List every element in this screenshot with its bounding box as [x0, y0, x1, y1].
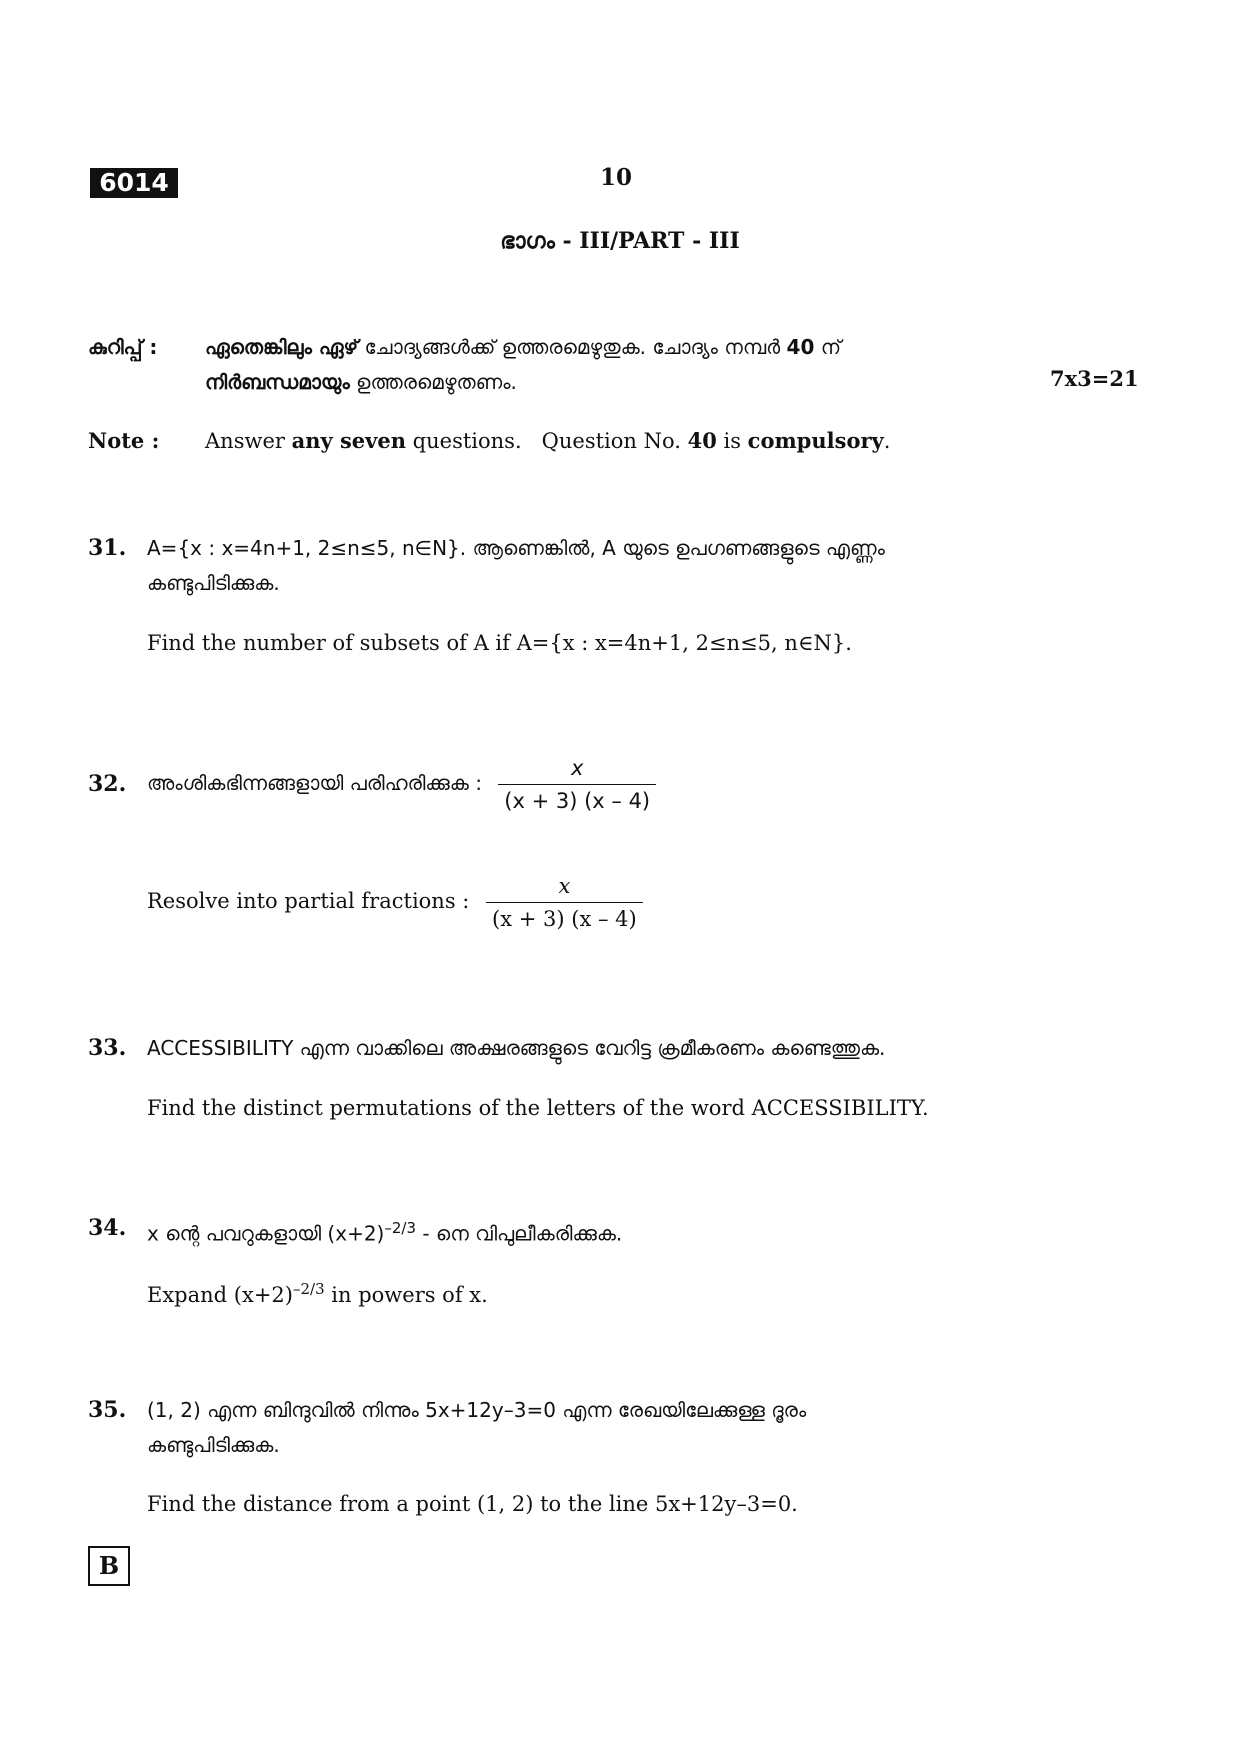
en-note-label: Note :: [88, 428, 160, 453]
part-title: ഭാഗം - III/PART - III: [500, 228, 740, 254]
question-32-fraction-ml: $\frac{x}{(x + 3) (x - 4)}$: [498, 752, 656, 817]
ml-note-label: കുറിപ്പ് :: [88, 335, 158, 359]
question-34-ml: x ന്റെ പവറുകളായി $(x+2)^{-2/3}$ - നെ വിപുലീകരിക്കുക.: [147, 1219, 623, 1246]
page-number: 10: [600, 164, 633, 191]
question-32-en: Resolve into partial fractions : $\frac{x}{(x + 3) (x - 4)}$: [147, 870, 643, 935]
question-31-number: 31.: [88, 535, 127, 561]
en-note-text: Answer any seven questions. Question No. 40 is compulsory.: [205, 428, 891, 453]
marks-scheme: 7x3=21: [1050, 366, 1139, 391]
question-33-ml: ACCESSIBILITY എന്ന വാക്കിലെ അക്ഷരങ്ങളുടെ വേറിട്ട ക്രമീകരണം കണ്ടെത്തുക.: [147, 1036, 886, 1060]
question-35-ml-line2: കണ്ടുപിടിക്കുക.: [147, 1433, 280, 1457]
ml-note-line1: ഏതെങ്കിലും ഏഴ് ചോദ്യങ്ങൾക്ക് ഉത്തരമെഴുതുക. ചോദ്യം നമ്പർ 40 ന്: [205, 335, 842, 359]
question-35-number: 35.: [88, 1397, 127, 1423]
question-32-fraction-en: $\frac{x}{(x + 3) (x - 4)}$: [486, 870, 643, 935]
question-31-en: Find the number of subsets of A if A={x : x=4n+1, 2≤n≤5, n∈N}.: [147, 631, 852, 655]
question-34-number: 34.: [88, 1215, 127, 1241]
ml-note-line2: നിർബന്ധമായും ഉത്തരമെഴുതണം.: [205, 370, 517, 394]
version-box: B: [88, 1546, 130, 1586]
question-31-ml-line1: A={x : x=4n+1, 2≤n≤5, n∈N}. ആണെങ്കിൽ, A യുടെ ഉപഗണങ്ങളുടെ എണ്ണം: [147, 536, 885, 560]
question-33-number: 33.: [88, 1035, 127, 1061]
question-32-ml: അംശികഭിന്നങ്ങളായി പരിഹരിക്കുക : $\frac{x}{(x + 3) (x - 4)}$: [147, 752, 656, 817]
question-35-en: Find the distance from a point (1, 2) to the line 5x+12y–3=0.: [147, 1492, 798, 1516]
paper-code-badge: 6014: [90, 168, 178, 198]
question-34-en: Expand $(x+2)^{-2/3}$ in powers of x.: [147, 1280, 488, 1307]
question-31-ml-line2: കണ്ടുപിടിക്കുക.: [147, 571, 280, 595]
question-35-ml-line1: (1, 2) എന്ന ബിന്ദുവിൽ നിന്നും 5x+12y–3=0 എന്ന രേഖയിലേക്കുള്ള ദൂരം: [147, 1398, 807, 1422]
question-32-number: 32.: [88, 771, 127, 797]
question-33-en: Find the distinct permutations of the letters of the word ACCESSIBILITY.: [147, 1096, 929, 1120]
